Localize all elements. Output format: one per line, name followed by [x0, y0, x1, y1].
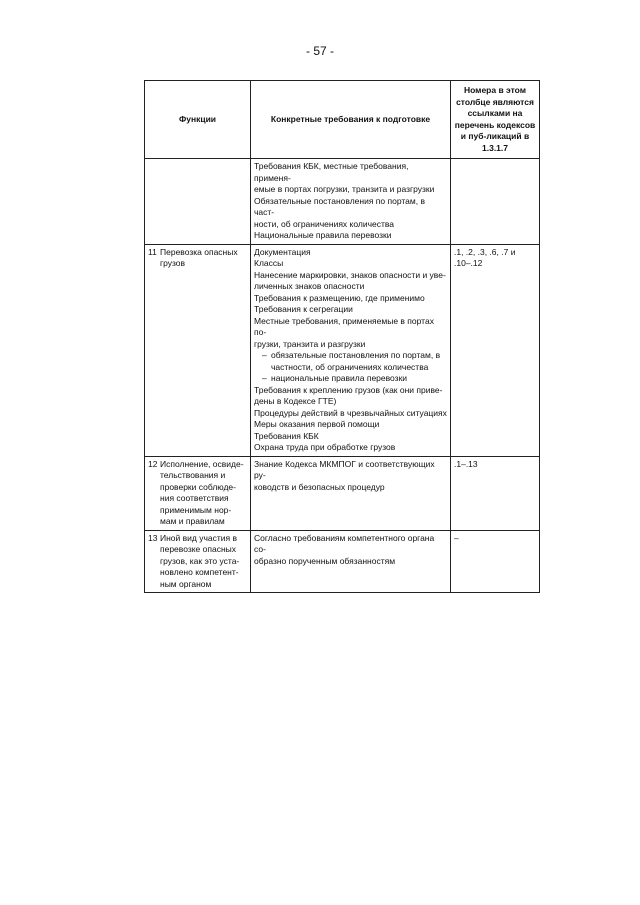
- page-number: - 57 -: [305, 44, 334, 58]
- cell-refs: .1, .2, .3, .6, .7 и .10–.12: [451, 244, 540, 456]
- function-line: проверки соблюде-: [160, 481, 236, 492]
- function-line: Исполнение, освиде-: [160, 458, 244, 469]
- subitem-text: обязательные постановления по портам, в: [271, 350, 441, 360]
- function-line: ным органом: [160, 578, 212, 589]
- dash-bullet: –: [262, 373, 267, 383]
- requirement-line: грузки, транзита и разгрузки: [254, 338, 366, 349]
- function-line: мам и правилам: [160, 516, 225, 526]
- cell-function: [145, 244, 251, 456]
- requirement-line: Охрана труда при обработке грузов: [254, 442, 396, 452]
- requirement-line: личенных знаков опасности: [254, 281, 365, 291]
- function-line: перевозке опасных: [160, 544, 236, 554]
- cell-refs: –: [451, 530, 540, 593]
- function-line: Иной вид участия в: [160, 532, 238, 543]
- function-line: применимым нор-: [160, 504, 232, 515]
- cell-requirements: [251, 244, 451, 456]
- table-row-13: [145, 530, 540, 593]
- function-line: грузов: [160, 258, 186, 268]
- table-row-12: [145, 456, 540, 530]
- cell-requirements: [251, 530, 451, 593]
- requirement-line: Обязательные постановления по портам, в част-: [254, 195, 425, 217]
- cell-refs: .1–.13: [451, 456, 540, 530]
- requirement-line: Требования к креплению грузов (как они приве-: [254, 384, 443, 395]
- row-number: 12: [148, 458, 158, 469]
- row-number: 11: [148, 246, 157, 257]
- dash-bullet: –: [262, 350, 267, 360]
- requirement-line: Меры оказания первой помощи: [254, 419, 380, 429]
- row-number: 13: [148, 532, 158, 543]
- requirement-line: емые в портах погрузки, транзита и разгрузки: [254, 184, 435, 194]
- requirement-line: Требования КБК: [254, 430, 319, 441]
- cell-function: [145, 456, 251, 530]
- function-line: тельствования и: [160, 470, 226, 480]
- table-row-continuation: [145, 159, 540, 245]
- cell-function: [145, 530, 251, 593]
- requirement-line: ководств и безопасных процедур: [254, 481, 385, 492]
- requirement-line: дены в Кодексе ГТЕ): [254, 396, 337, 406]
- requirement-line: Согласно требованиям компетентного органа со-: [254, 532, 435, 554]
- function-line: новлено компетент-: [160, 567, 239, 577]
- function-line: ния соответствия: [160, 493, 229, 503]
- cell-requirements: [251, 159, 451, 245]
- requirement-line: Требования к сегрегации: [254, 304, 353, 314]
- header-references: Номера в этом столбце являются ссылками на перечень кодексов и пуб-ликаций в 1.3.1.7: [451, 81, 540, 159]
- requirement-line: Национальные правила перевозки: [254, 230, 392, 240]
- table-header-row: [145, 81, 540, 159]
- training-requirements-table: [144, 80, 540, 593]
- function-line: грузов, как это уста-: [160, 555, 240, 566]
- requirement-line: ности, об ограничениях количества: [254, 218, 395, 229]
- cell-refs-empty: [451, 159, 540, 245]
- requirement-line: Классы: [254, 258, 284, 268]
- requirement-line: Нанесение маркировки, знаков опасности и уве-: [254, 269, 446, 280]
- requirement-subitem: [254, 373, 447, 385]
- header-requirements: Конкретные требования к подготовке: [251, 81, 451, 159]
- requirement-line: Знание Кодекса МКМПОГ и соответствующих ру-: [254, 458, 435, 480]
- requirement-line: Требования к размещению, где применимо: [254, 292, 425, 303]
- subitem-continuation: частности, об ограничениях количества: [271, 361, 429, 372]
- requirement-subitem: [254, 350, 447, 362]
- requirement-line: Местные требования, применяемые в портах по-: [254, 315, 434, 337]
- function-line: Перевозка опасных: [160, 246, 238, 257]
- requirement-line: Процедуры действий в чрезвычайных ситуациях: [254, 407, 447, 418]
- requirement-line: образно порученным обязанностям: [254, 555, 396, 566]
- requirement-line: Документация: [254, 246, 311, 257]
- table-row-11: [145, 244, 540, 456]
- cell-function-empty: [145, 159, 251, 245]
- requirement-line: Требования КБК, местные требования, применя-: [254, 161, 409, 183]
- subitem-text: национальные правила перевозки: [271, 373, 408, 383]
- cell-requirements: [251, 456, 451, 530]
- header-functions: Функции: [145, 81, 251, 159]
